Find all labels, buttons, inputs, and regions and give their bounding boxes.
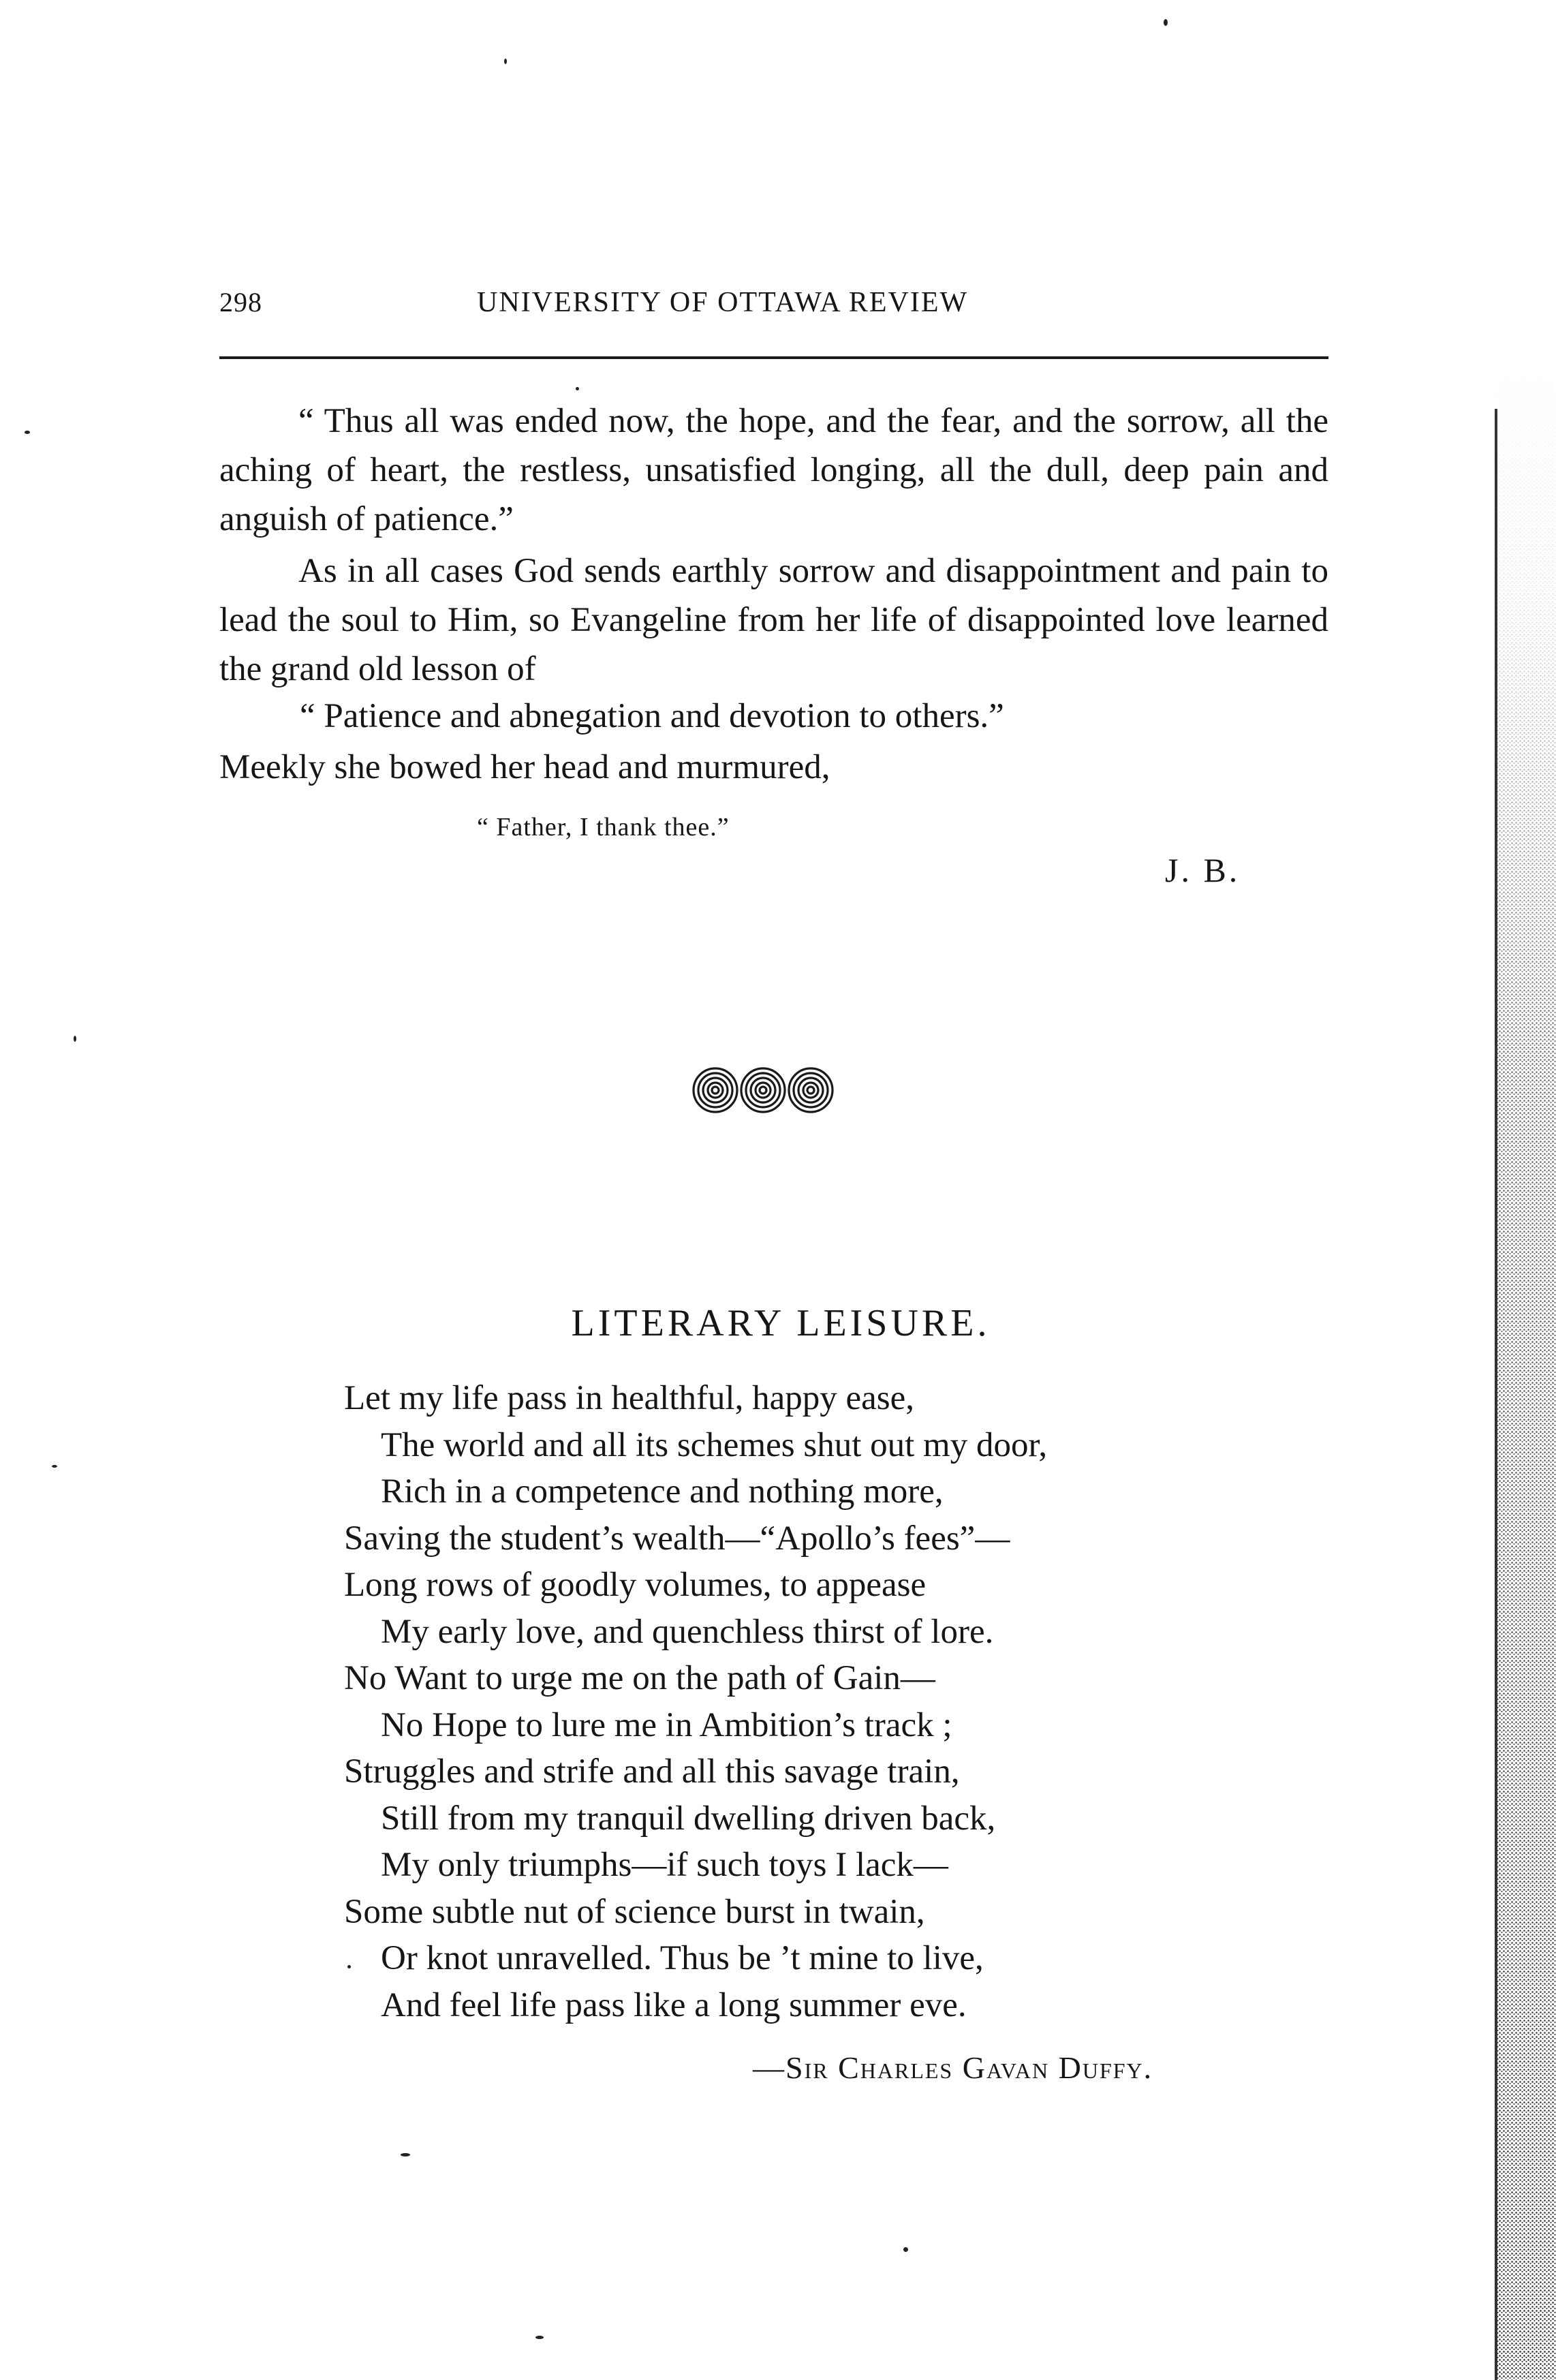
quote-line: “ Patience and abnegation and devotion to others.” <box>300 697 1004 735</box>
poem-line: And feel life pass like a long summer eve. <box>381 1985 967 2024</box>
scan-speck <box>347 1965 351 1968</box>
poem-line: The world and all its schemes shut out my door, <box>381 1425 1048 1464</box>
page-header <box>219 286 1328 334</box>
running-head: UNIVERSITY OF OTTAWA REVIEW <box>477 287 969 318</box>
poem-line: Some subtle nut of science burst in twain, <box>344 1892 925 1931</box>
page-number: 298 <box>219 287 262 318</box>
scan-speck <box>535 2336 544 2339</box>
prayer-line: “ Father, I thank thee.” <box>477 813 730 841</box>
poem-line: My only triumphs—if such toys I lack— <box>381 1846 948 1884</box>
paragraph-3: Meekly she bowed her head and murmured, <box>219 748 830 786</box>
scan-speck <box>25 431 30 434</box>
poem-attribution: —Sir Charles Gavan Duffy. <box>753 2050 1153 2085</box>
author-signature: J. B. <box>1165 851 1241 889</box>
poem-line: Long rows of goodly volumes, to appease <box>344 1566 927 1604</box>
poem-line: Let my life pass in healthful, happy ease, <box>344 1379 914 1417</box>
poem-line: Or knot unravelled. Thus be ’t mine to live, <box>381 1939 984 1977</box>
poem-title: LITERARY LEISURE. <box>571 1302 991 1344</box>
poem-line: Rich in a competence and nothing more, <box>381 1472 944 1511</box>
poem-line: No Want to urge me on the path of Gain— <box>344 1659 935 1697</box>
poem-body <box>344 1375 1047 2028</box>
scan-speck <box>903 2247 908 2252</box>
scan-speck <box>52 1465 57 1468</box>
scan-speck <box>576 387 579 390</box>
poem-line: No Hope to lure me in Ambition’s track ; <box>381 1705 952 1744</box>
poem-line: Still from my tranquil dwelling driven back, <box>381 1799 996 1838</box>
paragraph-2: As in all cases God sends earthly sorrow and disappointment and pain to lead the soul to Him, so Evangeline from her life of disappointed love learned the grand old lesson of <box>219 552 1328 688</box>
scan-speck <box>504 59 507 64</box>
header-rule <box>219 356 1328 359</box>
scan-speck <box>74 1036 76 1042</box>
paragraph-1: “ Thus all was ended now, the hope, and the fear, and the sorrow, all the aching of heart, the restless, unsatisfied longing, all the dull, deep pain and anguish of patience.” <box>219 402 1328 538</box>
poem-line: Saving the student’s wealth—“Apollo’s fees”— <box>344 1519 1010 1558</box>
triple-spiral-ornament-icon <box>688 1063 838 1117</box>
scan-speck <box>1164 19 1168 26</box>
scan-speck <box>401 2153 410 2157</box>
poem-line: My early love, and quenchless thirst of lore. <box>381 1612 994 1651</box>
scan-edge-shadow <box>1474 0 1556 2380</box>
poem-line: Struggles and strife and all this savage train, <box>344 1752 960 1791</box>
